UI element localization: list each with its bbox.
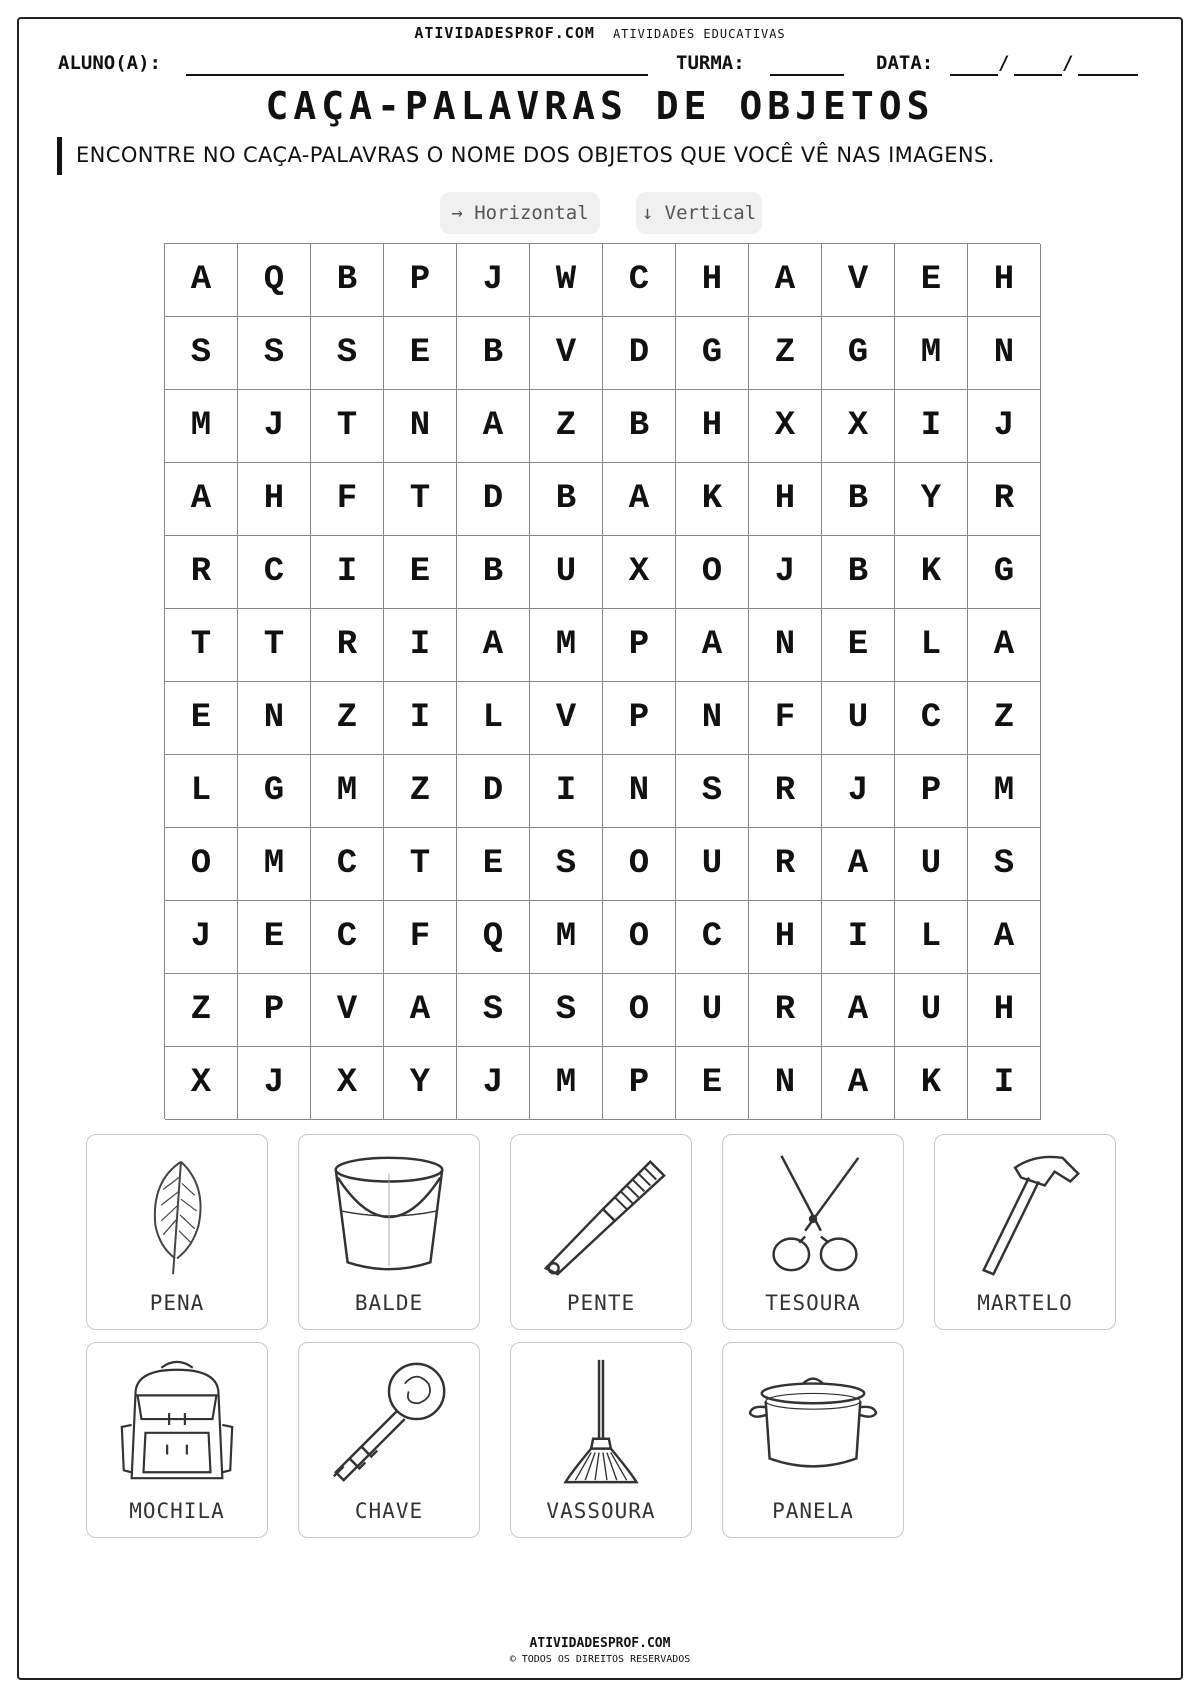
grid-cell[interactable]: O — [676, 536, 749, 609]
grid-cell[interactable]: K — [895, 536, 968, 609]
grid-cell[interactable]: R — [749, 974, 822, 1047]
grid-cell[interactable]: L — [457, 682, 530, 755]
word-card — [722, 1134, 904, 1330]
grid-cell[interactable]: R — [749, 828, 822, 901]
grid-cell[interactable]: X — [603, 536, 676, 609]
grid-cell[interactable]: P — [603, 682, 676, 755]
comb-icon — [532, 1147, 670, 1281]
date-label: DATA: — [876, 52, 934, 74]
grid-cell[interactable]: G — [238, 755, 311, 828]
grid-cell[interactable]: R — [968, 463, 1041, 536]
grid-cell[interactable]: P — [238, 974, 311, 1047]
grid-cell[interactable]: Z — [968, 682, 1041, 755]
word-label: VASSOURA — [546, 1499, 656, 1523]
grid-cell[interactable]: N — [676, 682, 749, 755]
grid-cell[interactable]: X — [311, 1047, 384, 1120]
grid-cell[interactable]: B — [822, 536, 895, 609]
grid-cell[interactable]: C — [238, 536, 311, 609]
grid-cell[interactable]: F — [384, 901, 457, 974]
grid-cell[interactable]: L — [165, 755, 238, 828]
grid-cell[interactable]: H — [238, 463, 311, 536]
grid-cell[interactable]: B — [603, 390, 676, 463]
word-label: PENTE — [566, 1291, 636, 1315]
grid-cell[interactable]: D — [603, 317, 676, 390]
grid-cell[interactable]: U — [822, 682, 895, 755]
word-label: PENA — [149, 1291, 205, 1315]
student-label: ALUNO(A): — [58, 52, 161, 74]
site-subtitle: ATIVIDADES EDUCATIVAS — [612, 27, 786, 41]
grid-cell[interactable]: A — [822, 974, 895, 1047]
grid-cell[interactable]: U — [676, 828, 749, 901]
grid-cell[interactable]: S — [530, 828, 603, 901]
site-header — [0, 24, 1200, 42]
grid-cell[interactable]: T — [311, 390, 384, 463]
grid-cell[interactable]: V — [311, 974, 384, 1047]
grid-cell[interactable]: R — [311, 609, 384, 682]
grid-cell[interactable]: Z — [165, 974, 238, 1047]
grid-cell[interactable]: I — [822, 901, 895, 974]
grid-cell[interactable]: E — [676, 1047, 749, 1120]
word-card — [510, 1342, 692, 1538]
grid-cell[interactable]: A — [457, 609, 530, 682]
grid-cell[interactable]: M — [165, 390, 238, 463]
grid-cell[interactable]: V — [822, 244, 895, 317]
grid-cell[interactable]: G — [822, 317, 895, 390]
grid-cell[interactable]: I — [384, 682, 457, 755]
grid-cell[interactable]: E — [238, 901, 311, 974]
grid-cell[interactable]: L — [895, 609, 968, 682]
grid-cell[interactable]: V — [530, 317, 603, 390]
page-title: CAÇA-PALAVRAS DE OBJETOS — [265, 84, 935, 128]
grid-cell[interactable]: P — [895, 755, 968, 828]
footer-site: ATIVIDADESPROF.COM — [529, 1636, 671, 1651]
grid-cell[interactable]: I — [895, 390, 968, 463]
broom-icon — [532, 1355, 670, 1489]
grid-cell[interactable]: J — [238, 390, 311, 463]
grid-cell[interactable]: O — [603, 974, 676, 1047]
direction-horizontal-badge: → Horizontal — [440, 192, 600, 234]
grid-cell[interactable]: Z — [384, 755, 457, 828]
grid-cell[interactable]: N — [749, 609, 822, 682]
grid-cell[interactable]: B — [822, 463, 895, 536]
grid-cell[interactable]: B — [457, 317, 530, 390]
grid-cell[interactable]: P — [603, 1047, 676, 1120]
word-label: MOCHILA — [129, 1499, 225, 1523]
grid-cell[interactable]: M — [530, 1047, 603, 1120]
grid-cell[interactable]: C — [895, 682, 968, 755]
grid-cell[interactable]: X — [822, 390, 895, 463]
date-slash: / — [1062, 52, 1074, 74]
instruction-accent-bar — [57, 137, 62, 175]
grid-cell[interactable]: H — [749, 901, 822, 974]
grid-cell[interactable]: B — [311, 244, 384, 317]
grid-cell[interactable]: J — [457, 1047, 530, 1120]
word-label: PANELA — [772, 1499, 854, 1523]
pot-icon — [744, 1355, 882, 1489]
grid-cell[interactable]: C — [603, 244, 676, 317]
class-field[interactable] — [770, 74, 844, 76]
grid-cell[interactable]: A — [968, 901, 1041, 974]
grid-cell[interactable]: E — [165, 682, 238, 755]
key-icon — [320, 1355, 458, 1489]
grid-cell[interactable]: U — [895, 974, 968, 1047]
grid-cell[interactable]: C — [311, 828, 384, 901]
grid-cell[interactable]: A — [384, 974, 457, 1047]
grid-cell[interactable]: O — [603, 901, 676, 974]
grid-cell[interactable]: G — [676, 317, 749, 390]
student-name-field[interactable] — [186, 74, 648, 76]
word-card — [86, 1134, 268, 1330]
grid-cell[interactable]: Y — [895, 463, 968, 536]
word-card — [722, 1342, 904, 1538]
grid-cell[interactable]: T — [384, 463, 457, 536]
footer-rights: © TODOS OS DIREITOS RESERVADOS — [509, 1654, 691, 1665]
grid-cell[interactable]: N — [749, 1047, 822, 1120]
grid-cell[interactable]: J — [165, 901, 238, 974]
grid-cell[interactable]: S — [530, 974, 603, 1047]
scissors-icon — [744, 1147, 882, 1281]
grid-cell[interactable]: K — [895, 1047, 968, 1120]
word-card — [934, 1134, 1116, 1330]
grid-cell[interactable]: Q — [457, 901, 530, 974]
feather-icon — [108, 1147, 246, 1281]
grid-cell[interactable]: W — [530, 244, 603, 317]
grid-cell[interactable]: E — [457, 828, 530, 901]
grid-cell[interactable]: A — [457, 390, 530, 463]
grid-cell[interactable]: C — [676, 901, 749, 974]
grid-cell[interactable]: E — [384, 536, 457, 609]
word-card — [298, 1134, 480, 1330]
grid-cell[interactable]: H — [968, 974, 1041, 1047]
backpack-icon — [108, 1355, 246, 1489]
grid-cell[interactable]: R — [749, 755, 822, 828]
grid-cell[interactable]: J — [968, 390, 1041, 463]
grid-cell[interactable]: Z — [530, 390, 603, 463]
grid-cell[interactable]: M — [895, 317, 968, 390]
date-slash: / — [998, 52, 1010, 74]
grid-cell[interactable]: M — [238, 828, 311, 901]
class-label: TURMA: — [676, 52, 745, 74]
grid-cell[interactable]: S — [968, 828, 1041, 901]
word-card — [298, 1342, 480, 1538]
bucket-icon — [320, 1147, 458, 1281]
grid-cell[interactable]: C — [311, 901, 384, 974]
grid-cell[interactable]: Z — [749, 317, 822, 390]
grid-cell[interactable]: N — [384, 390, 457, 463]
grid-cell[interactable]: P — [384, 244, 457, 317]
instruction-text: ENCONTRE NO CAÇA-PALAVRAS O NOME DOS OBJETOS QUE VOCÊ VÊ NAS IMAGENS. — [76, 143, 995, 167]
grid-cell[interactable]: H — [749, 463, 822, 536]
grid-cell[interactable]: M — [530, 901, 603, 974]
grid-cell[interactable]: A — [822, 1047, 895, 1120]
grid-cell[interactable]: T — [384, 828, 457, 901]
word-search-grid — [164, 243, 1040, 1119]
grid-cell[interactable]: N — [238, 682, 311, 755]
grid-cell[interactable]: A — [822, 828, 895, 901]
hammer-icon — [956, 1147, 1094, 1281]
grid-cell[interactable]: J — [749, 536, 822, 609]
grid-cell[interactable]: X — [165, 1047, 238, 1120]
date-month-field[interactable] — [1014, 74, 1062, 76]
grid-cell[interactable]: A — [749, 244, 822, 317]
grid-cell[interactable]: M — [530, 609, 603, 682]
student-info-row — [58, 52, 1148, 76]
grid-cell[interactable]: L — [895, 901, 968, 974]
grid-cell[interactable]: E — [895, 244, 968, 317]
grid-cell[interactable]: I — [530, 755, 603, 828]
grid-cell[interactable]: H — [676, 390, 749, 463]
grid-cell[interactable]: A — [603, 463, 676, 536]
grid-cell[interactable]: H — [676, 244, 749, 317]
grid-cell[interactable]: O — [603, 828, 676, 901]
grid-cell[interactable]: M — [968, 755, 1041, 828]
date-year-field[interactable] — [1078, 74, 1138, 76]
grid-cell[interactable]: T — [165, 609, 238, 682]
site-name: ATIVIDADESPROF.COM — [414, 24, 595, 42]
grid-cell[interactable]: O — [165, 828, 238, 901]
word-card — [86, 1342, 268, 1538]
grid-cell[interactable]: A — [968, 609, 1041, 682]
grid-cell[interactable]: Q — [238, 244, 311, 317]
grid-cell[interactable]: G — [968, 536, 1041, 609]
grid-cell[interactable]: J — [457, 244, 530, 317]
grid-cell[interactable]: S — [457, 974, 530, 1047]
grid-cell[interactable]: B — [457, 536, 530, 609]
grid-cell[interactable]: A — [165, 463, 238, 536]
grid-cell[interactable]: A — [165, 244, 238, 317]
grid-cell[interactable]: T — [238, 609, 311, 682]
grid-cell[interactable]: V — [530, 682, 603, 755]
grid-cell[interactable]: J — [822, 755, 895, 828]
grid-cell[interactable]: R — [165, 536, 238, 609]
word-label: BALDE — [354, 1291, 424, 1315]
grid-cell[interactable]: P — [603, 609, 676, 682]
grid-cell[interactable]: H — [968, 244, 1041, 317]
word-label: MARTELO — [977, 1291, 1073, 1315]
grid-cell[interactable]: X — [749, 390, 822, 463]
grid-cell[interactable]: N — [968, 317, 1041, 390]
word-label: TESOURA — [765, 1291, 861, 1315]
grid-cell[interactable]: J — [238, 1047, 311, 1120]
grid-cell[interactable]: K — [676, 463, 749, 536]
grid-cell[interactable]: F — [311, 463, 384, 536]
grid-cell[interactable]: S — [165, 317, 238, 390]
grid-cell[interactable]: I — [384, 609, 457, 682]
grid-cell[interactable]: U — [895, 828, 968, 901]
grid-cell[interactable]: Z — [311, 682, 384, 755]
word-card — [510, 1134, 692, 1330]
grid-cell[interactable]: D — [457, 755, 530, 828]
grid-cell[interactable]: F — [749, 682, 822, 755]
grid-cell[interactable]: U — [530, 536, 603, 609]
grid-cell[interactable]: A — [676, 609, 749, 682]
grid-cell[interactable]: S — [676, 755, 749, 828]
date-day-field[interactable] — [950, 74, 998, 76]
grid-cell[interactable]: M — [311, 755, 384, 828]
grid-cell[interactable]: B — [530, 463, 603, 536]
grid-cell[interactable]: S — [311, 317, 384, 390]
direction-vertical-badge: ↓ Vertical — [636, 192, 762, 234]
grid-cell[interactable]: N — [603, 755, 676, 828]
grid-cell[interactable]: U — [676, 974, 749, 1047]
grid-cell[interactable]: I — [968, 1047, 1041, 1120]
grid-cell[interactable]: S — [238, 317, 311, 390]
grid-cell[interactable]: E — [384, 317, 457, 390]
grid-cell[interactable]: D — [457, 463, 530, 536]
grid-cell[interactable]: E — [822, 609, 895, 682]
grid-cell[interactable]: Y — [384, 1047, 457, 1120]
grid-cell[interactable]: I — [311, 536, 384, 609]
word-label: CHAVE — [354, 1499, 424, 1523]
